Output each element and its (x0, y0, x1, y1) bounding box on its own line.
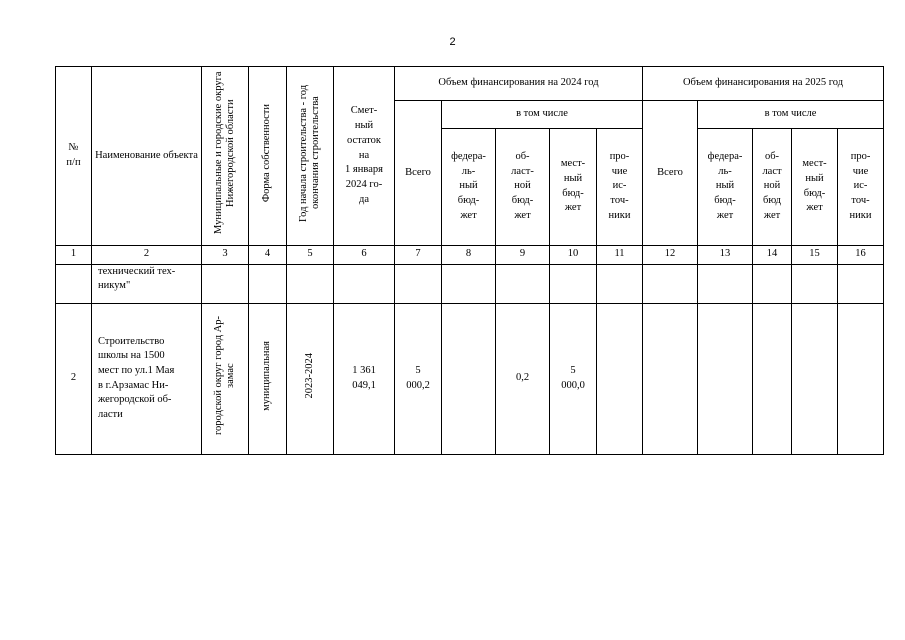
row-estimate: 1 361 049,1 (334, 303, 395, 454)
header-funding-2025-text: Объем финансирования на 2025 год (682, 77, 844, 89)
header-name (92, 67, 202, 246)
header-funding-2024-text: Объем финансирования на 2024 год (438, 77, 599, 89)
header-funding-2024 (395, 67, 643, 101)
row-other-2024 (597, 303, 643, 454)
continuation-name: технический тех- никум" (92, 264, 202, 303)
row-ownership-text: муниципальная (261, 340, 273, 411)
row-years-text: 2023-2024 (303, 353, 315, 399)
header-regional-2025 (753, 128, 792, 245)
row-local-2024: 5 000,0 (550, 303, 597, 454)
header-funding-2025 (643, 67, 884, 101)
row-federal-2025 (698, 303, 753, 454)
column-number: 16 (838, 245, 884, 264)
column-number: 13 (698, 245, 753, 264)
row-local-2025 (792, 303, 838, 454)
row-regional-2025 (753, 303, 792, 454)
column-number: 10 (550, 245, 597, 264)
header-local-2025-text: мест- ный бюд- жет (802, 158, 827, 214)
column-number: 15 (792, 245, 838, 264)
header-including-2024 (442, 101, 643, 129)
row-municipality-text: городской округ город Ар- замас (212, 316, 236, 436)
header-local-2025 (792, 128, 838, 245)
header-num (56, 67, 92, 246)
row-other-2025 (838, 303, 884, 454)
row-num: 2 (56, 303, 92, 454)
header-other-2024-text: про- чие ис- точ- ники (608, 150, 631, 221)
row-total-2024: 5 000,2 (395, 303, 442, 454)
row-regional-2024: 0,2 (496, 303, 550, 454)
continuation-row (56, 264, 884, 303)
header-ownership (249, 67, 287, 246)
column-number: 4 (249, 245, 287, 264)
header-municipality-text: Муниципальные и городские округа Нижегородской области (212, 71, 236, 235)
column-number: 2 (92, 245, 202, 264)
header-regional-2025-text: об- ласт ной бюд жет (762, 150, 782, 221)
header-name-text: Наименование объекта (95, 149, 198, 161)
row-municipality (202, 303, 249, 454)
header-including-2024-text: в том числе (516, 108, 568, 119)
column-number: 7 (395, 245, 442, 264)
header-other-2024 (597, 128, 643, 245)
header-including-2025 (698, 101, 884, 129)
column-number: 5 (287, 245, 334, 264)
header-num-text: № п/п (66, 142, 81, 168)
header-local-2024 (550, 128, 597, 245)
row-years (287, 303, 334, 454)
header-regional-2024 (496, 128, 550, 245)
row-federal-2024 (442, 303, 496, 454)
row-total-2025 (643, 303, 698, 454)
financing-table (55, 66, 884, 455)
column-number: 11 (597, 245, 643, 264)
header-other-2025 (838, 128, 884, 245)
header-total-2024-text: Всего (405, 166, 431, 178)
table-row (56, 303, 884, 454)
header-federal-2025-text: федера- ль- ный бюд- жет (707, 150, 743, 221)
header-local-2024-text: мест- ный бюд- жет (560, 158, 586, 214)
column-number-row (56, 245, 884, 264)
header-other-2025-text: про- чие ис- точ- ники (849, 150, 872, 221)
header-total-2025 (643, 101, 698, 246)
column-number: 8 (442, 245, 496, 264)
header-federal-2024-text: федера- ль- ный бюд- жет (451, 150, 486, 221)
header-including-2025-text: в том числе (764, 108, 817, 119)
header-years-text: Год начала строительства - год окончания строительства (297, 84, 321, 222)
column-number: 1 (56, 245, 92, 264)
header-estimate-text: Смет- ный остаток на 1 января 2024 го- да (345, 105, 383, 205)
row-ownership (249, 303, 287, 454)
header-total-2024 (395, 101, 442, 246)
column-number: 6 (334, 245, 395, 264)
column-number: 14 (753, 245, 792, 264)
row-name: Строительство школы на 1500 мест по ул.1 Мая в г.Арзамас Ни- жегородской об- ласти (92, 303, 202, 454)
header-years (287, 67, 334, 246)
header-municipality (202, 67, 249, 246)
header-estimate (334, 67, 395, 246)
header-federal-2024 (442, 128, 496, 245)
column-number: 3 (202, 245, 249, 264)
column-number: 12 (643, 245, 698, 264)
header-regional-2024-text: об- ласт- ной бюд- жет (511, 150, 534, 221)
header-federal-2025 (698, 128, 753, 245)
page-number: 2 (449, 36, 456, 48)
column-number: 9 (496, 245, 550, 264)
header-ownership-text: Форма собственности (261, 103, 273, 203)
header-total-2025-text: Всего (657, 166, 683, 178)
